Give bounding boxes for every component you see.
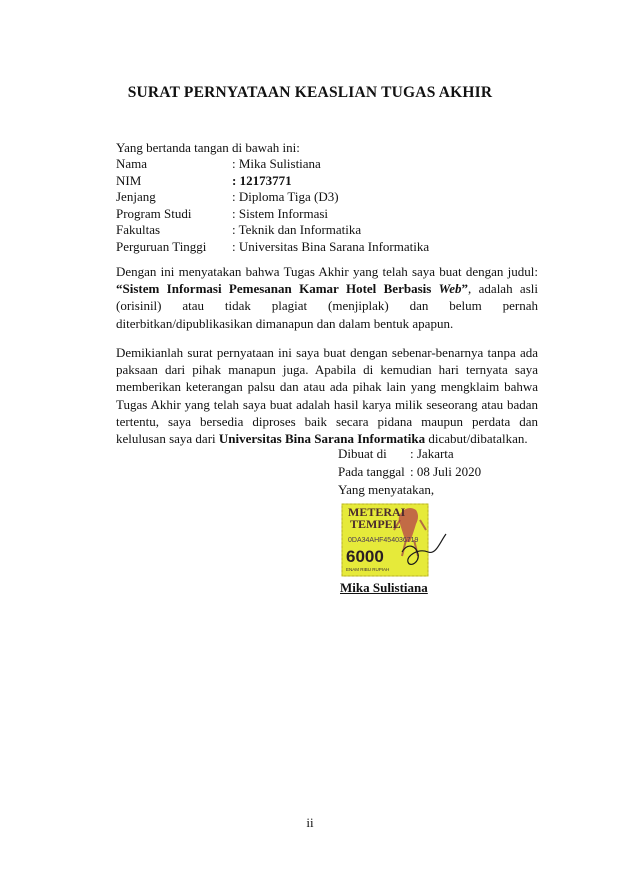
revenue-stamp-image <box>340 500 460 580</box>
stamp-line2: TEMPEL <box>350 517 401 531</box>
signature-block <box>338 445 481 499</box>
place-value: : Jakarta <box>410 446 454 461</box>
thesis-title-close: ” <box>461 281 469 297</box>
place-row <box>338 445 481 463</box>
field-row-fakultas <box>116 222 429 239</box>
paragraph-text: dicabut/dibatalkan. <box>425 431 528 447</box>
field-row-nim <box>116 173 429 190</box>
field-row-nama <box>116 156 429 173</box>
place-label: Dibuat di <box>338 446 387 461</box>
field-row-program-studi <box>116 206 429 223</box>
field-value: : Teknik dan Informatika <box>232 222 362 238</box>
date-value: : 08 Juli 2020 <box>410 464 482 479</box>
field-label: Fakultas <box>116 222 161 238</box>
intro-text: Yang bertanda tangan di bawah ini: <box>116 140 300 155</box>
date-label: Pada tanggal <box>338 464 405 479</box>
stamp-value: 6000 <box>346 547 384 566</box>
closing-text: Yang menyatakan, <box>338 482 435 497</box>
statement-paragraph <box>116 263 538 332</box>
paragraph-text: , adalah asli (orisinil) atau tidak plagiat (menjiplak) dan belum pernah diterbitkan/dipublikasikan dimanapun dan dalam bentuk apapun. <box>116 281 538 331</box>
signer-name: Mika Sulistiana <box>340 580 428 595</box>
paragraph-text: Dengan ini menyatakan bahwa Tugas Akhir yang telah saya buat dengan judul: <box>116 264 538 279</box>
declaration-paragraph <box>116 344 538 447</box>
field-row-perguruan-tinggi <box>116 239 429 256</box>
field-row-jenjang <box>116 189 429 206</box>
university-name: Universitas Bina Sarana Informatika <box>218 431 426 447</box>
field-label: Program Studi <box>116 205 192 221</box>
thesis-title-italic: Web <box>438 281 462 297</box>
field-label: Nama <box>116 156 148 171</box>
stamp-caption: ENAM RIBU RUPIAH <box>346 567 390 572</box>
field-label: Jenjang <box>116 189 156 205</box>
revenue-stamp <box>340 500 460 580</box>
field-value: : Diploma Tiga (D3) <box>232 189 339 205</box>
paragraph-text: Demikianlah surat pernyataan ini saya buat dengan sebenar-benarnya tanpa ada paksaan dari pihak manapun juga. Apabila di kemudian hari ternyata saya memberikan keterangan palsu dan atau ada pihak lain yang mengklaim bahwa Tugas Akhir yang telah saya buat adalah hasil karya milik seseorang atau badan tertentu, saya bersedia diproses baik secara pidana maupun perdata dan kelulusan saya dari <box>116 345 538 447</box>
field-value: : Sistem Informasi <box>232 205 329 221</box>
identity-fields <box>116 156 429 256</box>
field-value: : Universitas Bina Sarana Informatika <box>232 238 430 254</box>
field-label: Perguruan Tinggi <box>116 238 207 254</box>
document-title: SURAT PERNYATAAN KEASLIAN TUGAS AKHIR <box>127 84 493 101</box>
page-number: ii <box>306 815 314 830</box>
field-label: NIM <box>116 172 142 188</box>
field-value: : 12173771 <box>232 172 292 188</box>
thesis-title: “Sistem Informasi Pemesanan Kamar Hotel Berbasis <box>116 281 439 297</box>
field-value: : Mika Sulistiana <box>232 156 321 171</box>
stamp-serial: 0DA34AHF454036719 <box>348 537 419 544</box>
date-row <box>338 463 481 481</box>
stamp-line1: METERAI <box>348 505 406 519</box>
